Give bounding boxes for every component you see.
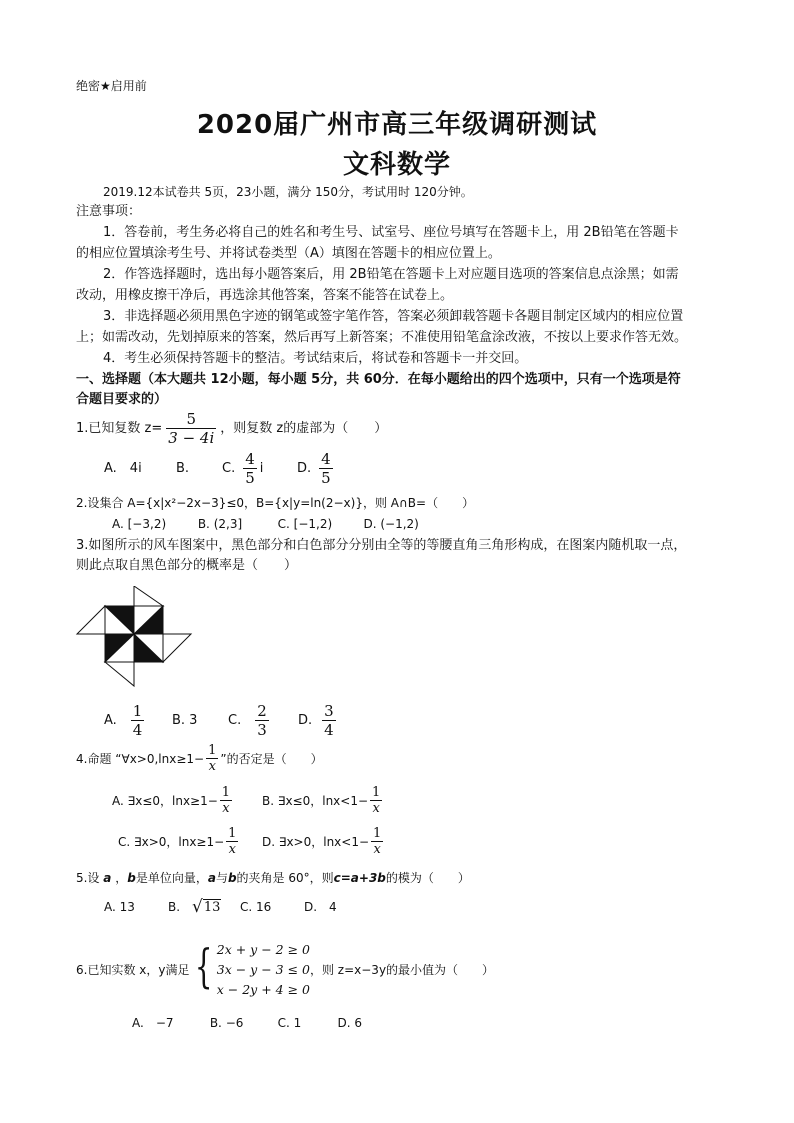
q5-option-c: C. 16 [240,900,272,914]
question-3-line-1: 3.如图所示的风车图案中，黑色部分和白色部分分别由全等的等腰直角三角形构成，在图案内随机取一点， [76,538,687,553]
q1-stem-prefix: 1.已知复数 z= [76,420,163,436]
q3-option-d-den: 4 [324,721,334,739]
q1-option-a: A. 4i [104,460,142,476]
q1-option-b: B. [176,460,190,476]
note-3-line-2: 上；如需改动，先划掉原来的答案，然后再写上新答案；不准使用铅笔盒涂改液，不按以上要求作答无效。 [76,330,688,345]
q1-option-d-label: D. [297,460,312,476]
q5-option-b [168,898,240,916]
q3-option-c-den: 3 [257,721,267,739]
q3-option-a-label: A. [104,712,117,728]
q5-option-b-value: 13 [203,900,221,915]
q1-option-d [297,450,336,487]
q3-option-d [298,702,336,739]
q1-option-c-fraction [243,450,257,487]
q3-option-d-label: D. [298,712,313,728]
q3-option-a-den: 4 [132,721,143,739]
note-2-line-2: 改动，用橡皮擦干净后，再选涂其他答案，答案不能答在试卷上。 [76,288,454,303]
q1-stem-suffix: ，则复数 z的虚部为（ ） [220,420,388,436]
q5-option-d: D. 4 [304,900,337,914]
q5-option-b-label: B. [168,900,181,914]
q1-option-c-suffix: i [259,460,264,476]
q5-stem-part-g: 与 [215,871,228,885]
q2-option-b: B. (2,3] [197,517,243,531]
q3-option-c-num: 2 [257,702,267,720]
q6-option-b: B. −6 [209,1016,244,1030]
q4-option-c-fraction [226,826,238,857]
q4-option-a-num: 1 [221,785,231,800]
question-3-options [104,702,336,739]
q3-option-c-fraction [255,702,269,739]
q4-option-a-text: A. ∃x≤0，lnx≥1− [112,793,218,808]
q4-option-b [262,785,382,816]
q1-option-c-num: 4 [245,450,255,468]
q4-option-d-text: D. ∃x>0，lnx<1− [262,834,370,849]
q2-option-d: D. (−1,2) [363,517,419,531]
q3-option-b: B. 3 [172,712,198,728]
q3-option-a [104,702,172,739]
q6-constraint-2: 3x − y − 3 ≤ 0 [216,962,310,977]
q6-brace: { [195,939,213,993]
question-6-options [132,1015,362,1031]
q4-option-d [262,826,383,857]
q4-option-a-den: x [222,801,230,816]
q4-option-b-fraction [370,785,382,816]
q3-option-d-num: 3 [324,702,334,720]
pinwheel-blade-top [134,586,163,606]
q6-constraint-3: x − 2y + 4 ≥ 0 [216,982,310,997]
q1-option-d-num: 4 [321,450,331,468]
q4-stem-den: x [208,759,216,774]
q4-option-c-den: x [228,842,236,857]
note-4: 4．考生必须保持答题卡的整洁。考试结束后，将试卷和答题卡一并交回。 [103,351,528,366]
q1-fraction-den: 3 − 4i [168,429,215,447]
q4-stem-fraction [206,743,218,774]
section-1-heading-line-1: 一、选择题（本大题共 12小题，每小题 5分，共 60分．在每小题给出的四个选项中，只有一个选项是符 [76,372,681,387]
q5-vector-c: c=a+3b [333,871,386,885]
q4-option-d-num: 1 [373,826,382,841]
q3-option-d-fraction [322,702,336,739]
confidential-label: 绝密★启用前 [76,79,147,93]
q5-vector-a-2: a [207,871,216,885]
q5-stem-part-e: 是单位向量， [135,871,208,885]
note-3-line-1: 3．非选择题必须用黑色字迹的钢笔或签字笔作答，答案必须卸载答题卡各题目制定区域内的相应位置 [103,309,684,324]
q4-option-b-num: 1 [372,785,381,800]
note-1-line-2: 的相应位置填涂考生号、并将试卷类型（A）填图在答题卡的相应位置上。 [76,246,501,261]
exam-info: 2019.12本试卷共 5页，23小题，满分 150分，考试用时 120分钟。 [103,185,473,199]
question-5-stem [76,870,470,886]
q6-stem-prefix: 6.已知实数 x，y满足 [76,963,190,977]
q5-stem-part-c: ， [115,871,128,885]
q1-option-c-label: C. [222,460,236,476]
pinwheel-blade-left [77,606,105,634]
q1-fraction [166,410,216,447]
notes-heading: 注意事项： [76,204,142,219]
q6-option-d: D. 6 [337,1016,362,1030]
question-4-options-row-1 [112,785,382,816]
question-6-stem [76,940,494,1000]
q4-option-c-num: 1 [228,826,237,841]
q4-option-b-den: x [372,801,380,816]
pinwheel-blade-right [163,634,191,662]
exam-title: 2020届广州市高三年级调研测试 [196,110,598,140]
note-1-line-1: 1．答卷前，考生务必将自己的姓名和考生号、试室号、座位号填写在答题卡上，用 2B铅笔在答题卡 [103,225,679,240]
question-2-options [112,516,419,532]
q4-option-c [118,826,262,857]
section-1-heading-line-2: 合题目要求的） [76,392,168,407]
q5-vector-b-2: b [227,871,237,885]
q5-stem-part-i: 的夹角是 60°，则 [236,871,334,885]
q6-constraint-1: 2x + y − 2 ≥ 0 [216,942,310,957]
q1-fraction-num: 5 [186,410,197,428]
q4-stem-suffix: ”的否定是（ ） [220,751,323,766]
q3-option-a-fraction [131,702,145,739]
q6-option-c: C. 1 [277,1016,302,1030]
q1-option-c-den: 5 [245,469,255,487]
q4-stem-prefix: 4.命题 “∀x>0,lnx≥1− [76,751,205,766]
q5-vector-a: a [103,871,112,885]
q6-stem-suffix: ，则 z=x−3y的最小值为（ ） [309,963,495,977]
q4-option-d-fraction [371,826,383,857]
q4-option-d-den: x [373,842,381,857]
q2-option-c: C. [−1,2) [277,517,333,531]
q6-constraint-system [189,940,310,1000]
q4-option-a-fraction [220,785,232,816]
q1-option-d-den: 5 [321,469,331,487]
exam-subtitle: 文科数学 [342,150,451,180]
q3-option-c [228,702,298,739]
q5-option-a: A. 13 [104,900,135,914]
q5-option-b-sqrt: √ 13 [192,897,221,917]
q5-stem-part-k: 的模为（ ） [385,871,470,885]
q4-option-c-text: C. ∃x>0，lnx≥1− [118,834,225,849]
question-4-stem [76,743,323,774]
q2-option-a: A. [−3,2) [112,517,167,531]
q1-option-c [222,450,297,487]
q5-stem-part-a: 5.设 [76,871,104,885]
question-1-options [104,450,336,487]
question-2-stem: 2.设集合 A={x|x²−2x−3}≤0，B={x|y=ln(2−x)}，则 A∩B=（ ） [76,496,475,510]
question-1-stem [76,410,387,447]
question-3-line-2: 则此点取自黑色部分的概率是（ ） [76,558,298,573]
q4-option-a [112,785,262,816]
question-4-options-row-2 [118,826,383,857]
q3-option-a-num: 1 [132,702,143,720]
q4-stem-num: 1 [208,743,217,758]
q1-option-d-fraction [319,450,333,487]
q3-option-c-label: C. [228,712,242,728]
pinwheel-figure [74,586,194,688]
q4-option-b-text: B. ∃x≤0，lnx<1− [262,793,369,808]
q5-vector-b: b [127,871,136,885]
note-2-line-1: 2．作答选择题时，选出每小题答案后，用 2B铅笔在答题卡上对应题目选项的答案信息点涂黑；如需 [103,267,679,282]
q6-option-a: A. −7 [132,1016,174,1030]
question-5-options [104,898,337,916]
pinwheel-blade-bottom [105,662,134,686]
